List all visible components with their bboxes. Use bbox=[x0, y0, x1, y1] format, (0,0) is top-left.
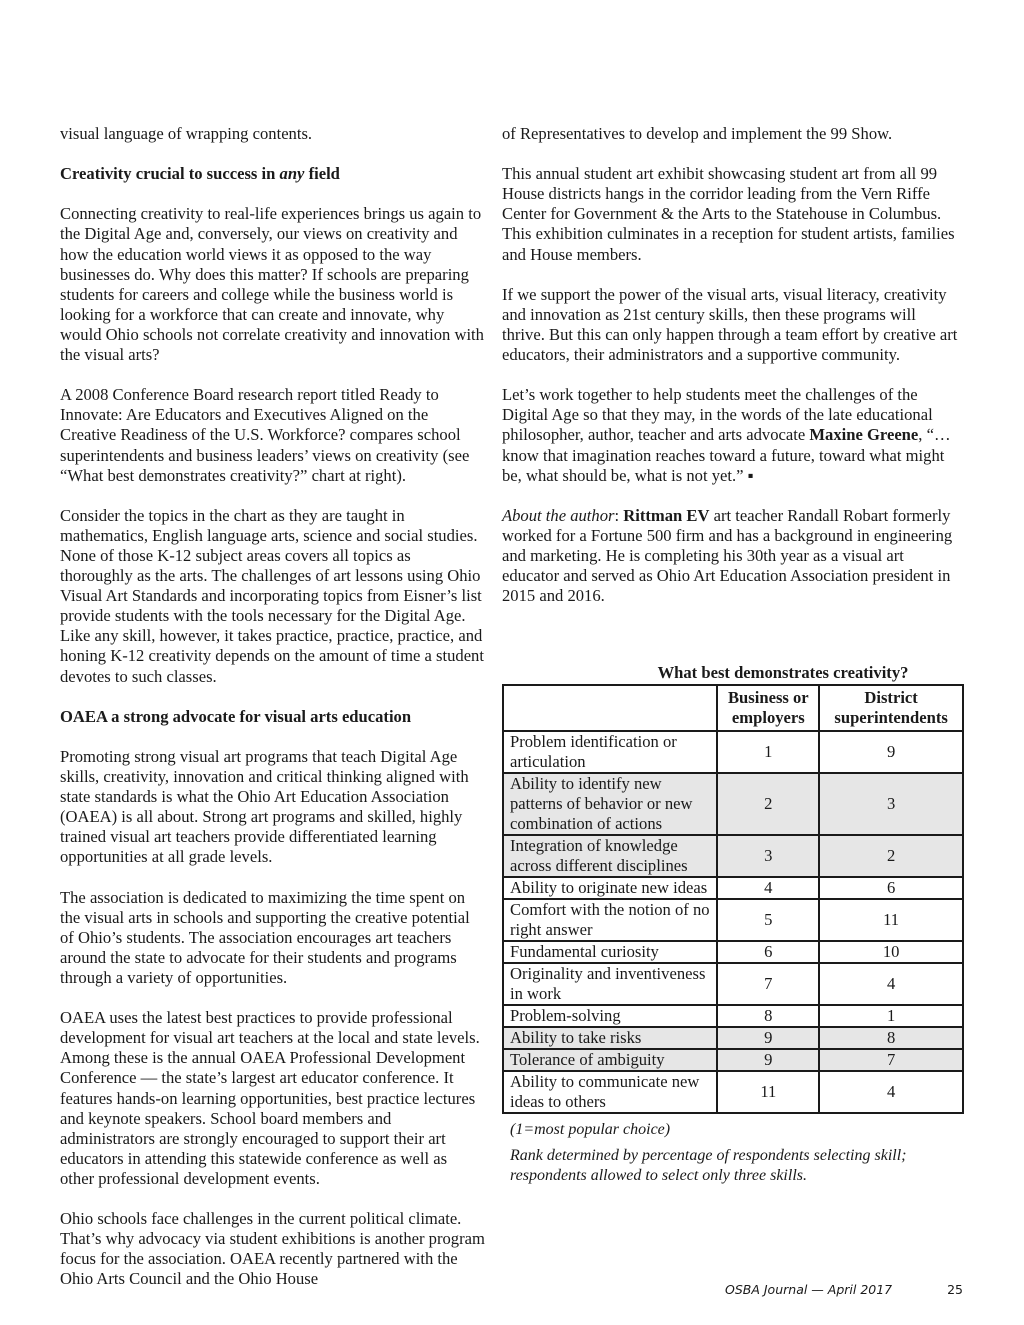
right-column bbox=[502, 124, 962, 606]
table-cell-district: 1 bbox=[819, 1005, 963, 1027]
paragraph: visual language of wrapping contents. bbox=[60, 124, 313, 143]
table-header-district: District superintendents bbox=[819, 685, 963, 731]
table-cell-district: 3 bbox=[819, 773, 963, 835]
paragraph-closing: Let’s work together to help students meet the challenges of the Digital Age so that they may, in the words of the late educational philosopher, author, teacher and arts advocate Maxine Greene, “… know that imagination reaches toward a future, toward what might be, what should be, what is not yet.” ▪ bbox=[502, 385, 951, 485]
page-number: 25 bbox=[947, 1282, 963, 1297]
table-header-business: Business or employers bbox=[717, 685, 819, 731]
table-body bbox=[503, 731, 963, 1113]
table-cell-skill: Originality and inventiveness in work bbox=[503, 963, 717, 1005]
table-cell-skill: Problem identification or articulation bbox=[503, 731, 717, 773]
table-cell-business: 2 bbox=[717, 773, 819, 835]
paragraph: Promoting strong visual art programs that teach Digital Age skills, creativity, innovation and critical thinking aligned with state standards is what the Ohio Art Education Association (OAEA) is all about. Strong art programs and skilled, highly trained visual art teachers provide differentiated learning opportunities at all grade levels. bbox=[60, 746, 469, 867]
about-author: About the author: Rittman EV art teacher Randall Robart formerly worked for a Fortune 500 firm and has a background in engineering and marketing. He is completing his 30th year as a visual art educator and served as Ohio Art Education Association president in 2015 and 2016. bbox=[502, 505, 953, 606]
table-row bbox=[503, 1027, 963, 1049]
table-notes bbox=[502, 1120, 964, 1186]
paragraph: A 2008 Conference Board research report titled Ready to Innovate: Are Educators and Executives Aligned on the Creative Readiness of the U.S. Workforce? compares school superintendents and business leaders’ views on creativity (see “What best demonstrates creativity?” chart at right). bbox=[60, 385, 470, 485]
journal-name: OSBA Journal — April 2017 bbox=[725, 1282, 893, 1297]
table-cell-skill: Comfort with the notion of no right answer bbox=[503, 899, 717, 941]
table-cell-district: 9 bbox=[819, 731, 963, 773]
table-cell-business: 3 bbox=[717, 835, 819, 877]
table-cell-skill: Integration of knowledge across different disciplines bbox=[503, 835, 717, 877]
creativity-table-section bbox=[502, 662, 964, 1192]
table-cell-business: 8 bbox=[717, 1005, 819, 1027]
table-cell-district: 4 bbox=[819, 1071, 963, 1113]
table-row bbox=[503, 963, 963, 1005]
table-cell-district: 8 bbox=[819, 1027, 963, 1049]
table-row bbox=[503, 1005, 963, 1027]
table-row bbox=[503, 1071, 963, 1113]
paragraph: OAEA uses the latest best practices to provide professional development for visual art teachers at the local and state levels. Among these is the annual OAEA Professional Development Conference — the state’s largest art educator conference. It features hands-on learning opportunities, best practice lectures and keynote speakers. School board members and administrators are strongly encouraged to support their art educators in attending this statewide conference as well as other professional development events. bbox=[60, 1008, 480, 1188]
section-heading-creativity: Creativity crucial to success in any field bbox=[60, 164, 340, 184]
table-cell-business: 5 bbox=[717, 899, 819, 941]
table-cell-skill: Problem-solving bbox=[503, 1005, 717, 1027]
table-cell-business: 7 bbox=[717, 963, 819, 1005]
table-cell-district: 10 bbox=[819, 941, 963, 963]
section-heading-oaea: OAEA a strong advocate for visual arts education bbox=[60, 706, 412, 726]
table-cell-skill: Ability to communicate new ideas to others bbox=[503, 1071, 717, 1113]
table-title: What best demonstrates creativity? bbox=[657, 663, 909, 682]
table-note: Rank determined by percentage of respondents selecting skill; respondents allowed to select only three skills. bbox=[510, 1147, 907, 1184]
table-row bbox=[503, 877, 963, 899]
table-row bbox=[503, 899, 963, 941]
table-cell-district: 11 bbox=[819, 899, 963, 941]
paragraph: This annual student art exhibit showcasing student art from all 99 House districts hangs in the corridor leading from the Vern Riffe Center for Government & the Arts to the Statehouse in Columbus. This exhibition culminates in a reception for student artists, families and House members. bbox=[502, 164, 955, 264]
table-header-row bbox=[503, 685, 963, 731]
table-cell-skill: Fundamental curiosity bbox=[503, 941, 717, 963]
table-cell-business: 9 bbox=[717, 1027, 819, 1049]
table-cell-skill: Ability to take risks bbox=[503, 1027, 717, 1049]
table-cell-business: 9 bbox=[717, 1049, 819, 1071]
table-cell-business: 1 bbox=[717, 731, 819, 773]
table-row bbox=[503, 773, 963, 835]
table-cell-skill: Tolerance of ambiguity bbox=[503, 1049, 717, 1071]
table-cell-business: 4 bbox=[717, 877, 819, 899]
paragraph: of Representatives to develop and implement the 99 Show. bbox=[502, 124, 893, 143]
page-footer bbox=[725, 1282, 963, 1297]
table-row bbox=[503, 1049, 963, 1071]
table-cell-skill: Ability to identify new patterns of behavior or new combination of actions bbox=[503, 773, 717, 835]
paragraph: The association is dedicated to maximizing the time spent on the visual arts in schools and supporting the creative potential of Ohio’s students. The association encourages art teachers around the state to advocate for their students and programs through a variety of opportunities. bbox=[60, 887, 470, 987]
table-row bbox=[503, 941, 963, 963]
table-cell-district: 4 bbox=[819, 963, 963, 1005]
left-column bbox=[60, 124, 485, 1289]
paragraph: Consider the topics in the chart as they are taught in mathematics, English language arts, science and social studies. None of those K-12 subject areas covers all topics as thoroughly as the arts. The challenges of art lessons using Ohio Visual Art Standards and incorporating topics from Eisner’s list provide students with the tools necessary for the Digital Age. Like any skill, however, it takes practice, practice, practice, and honing K-12 creativity depends on the amount of time a student devotes to such classes. bbox=[60, 505, 484, 686]
paragraph: Ohio schools face challenges in the current political climate. That’s why advocacy via student exhibitions is another program focus for the association. OAEA recently partnered with the Ohio Arts Council and the Ohio House bbox=[60, 1209, 485, 1289]
table-cell-business: 6 bbox=[717, 941, 819, 963]
table-cell-district: 7 bbox=[819, 1049, 963, 1071]
paragraph: Connecting creativity to real-life experiences brings us again to the Digital Age and, conversely, our views on creativity and how the education world views it as opposed to the way businesses do. Why does this matter? If schools are preparing students for careers and college while the business world is looking for a workforce that can create and innovate, why would Ohio schools not correlate creativity and innovation with the visual arts? bbox=[60, 204, 484, 365]
table-row bbox=[503, 835, 963, 877]
table-cell-business: 11 bbox=[717, 1071, 819, 1113]
table-row bbox=[503, 731, 963, 773]
table-header-blank bbox=[503, 685, 717, 731]
table-cell-district: 2 bbox=[819, 835, 963, 877]
table-cell-skill: Ability to originate new ideas bbox=[503, 877, 717, 899]
creativity-table bbox=[502, 684, 964, 1114]
table-cell-district: 6 bbox=[819, 877, 963, 899]
paragraph: If we support the power of the visual arts, visual literacy, creativity and innovation as 21st century skills, then these programs will thrive. But this can only happen through a team effort by creative art educators, their administrators and a supportive community. bbox=[502, 284, 958, 365]
table-note: (1=most popular choice) bbox=[510, 1121, 671, 1138]
